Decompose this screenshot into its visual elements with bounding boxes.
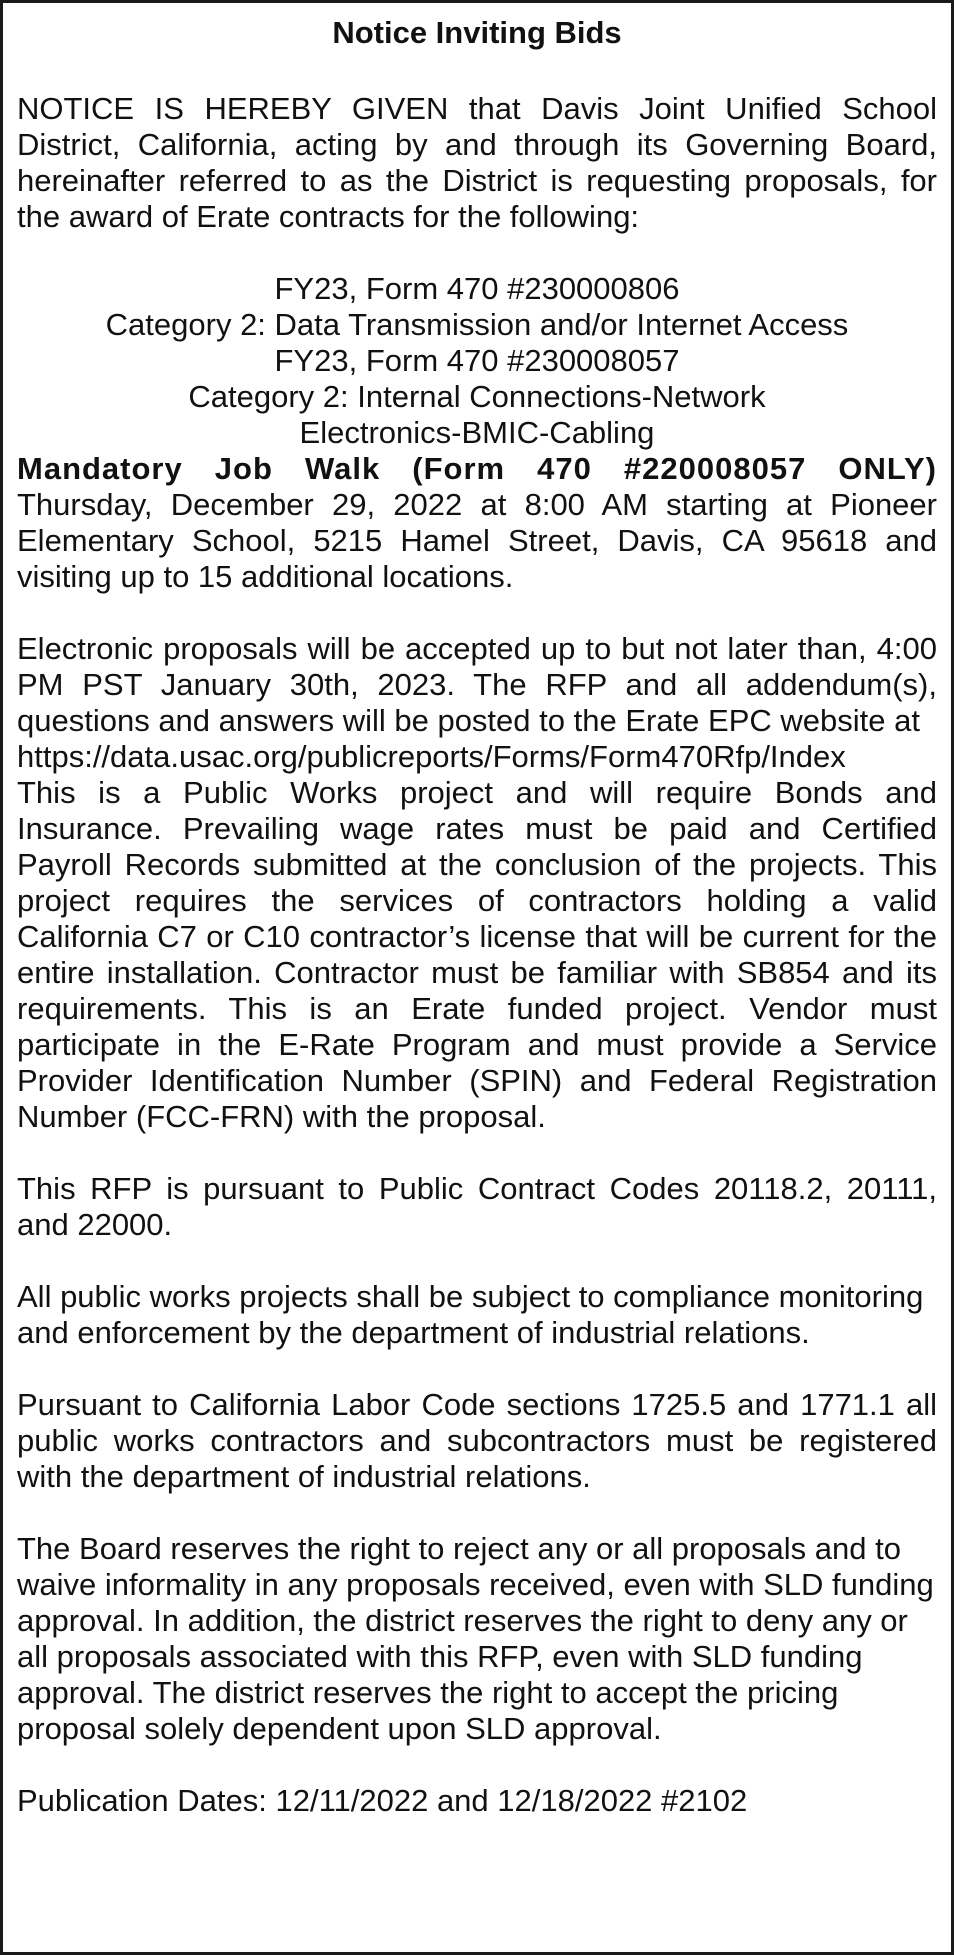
- contract-line: Category 2: Data Transmission and/or Internet Access: [105, 307, 849, 342]
- job-walk-heading: Mandatory Job Walk (Form 470 #220008057 ONLY): [17, 451, 937, 486]
- contract-list: [17, 271, 937, 451]
- compliance-paragraph: All public works projects shall be subject to compliance monitoring and enforcement by the department of industrial relations.: [17, 1279, 924, 1350]
- job-walk-details: Thursday, December 29, 2022 at 8:00 AM starting at Pioneer Elementary School, 5215 Hamel Street, Davis, CA 95618 and visiting up to 15 additional locations.: [17, 487, 937, 594]
- notice-title: Notice Inviting Bids: [332, 15, 622, 50]
- board-rights-paragraph: The Board reserves the right to reject any or all proposals and to waive informality in any proposals received, even with SLD funding approval. In addition, the district reserves the right to deny any or all proposals associated with this RFP, even with SLD funding approval. The district reserves the right to accept the pricing proposal solely dependent upon SLD approval.: [17, 1531, 934, 1746]
- contract-line: Electronics-BMIC-Cabling: [299, 415, 655, 450]
- proposals-section: [17, 631, 937, 1135]
- contract-line: FY23, Form 470 #230008057: [274, 343, 680, 378]
- epc-website-url: https://data.usac.org/publicreports/Forms/Form470Rfp/Index: [17, 739, 846, 774]
- labor-code-paragraph: Pursuant to California Labor Code sections 1725.5 and 1771.1 all public works contractors and subcontractors must be registered with the department of industrial relations.: [17, 1387, 937, 1494]
- public-works-paragraph: This is a Public Works project and will require Bonds and Insurance. Prevailing wage rates must be paid and Certified Payroll Records submitted at the conclusion of the projects. This project requires the services of contractors holding a valid California C7 or C10 contractor’s license that will be current for the entire installation. Contractor must be familiar with SB854 and its requirements. This is an Erate funded project. Vendor must participate in the E-Rate Program and must provide a Service Provider Identification Number (SPIN) and Federal Registration Number (FCC-FRN) with the proposal.: [17, 775, 937, 1134]
- publication-dates: Publication Dates: 12/11/2022 and 12/18/2022 #2102: [17, 1783, 748, 1818]
- intro-paragraph: NOTICE IS HEREBY GIVEN that Davis Joint Unified School District, California, acting by and through its Governing Board, hereinafter referred to as the District is requesting proposals, for the award of Erate contracts for the following:: [17, 91, 937, 234]
- contract-line: Category 2: Internal Connections-Network: [188, 379, 766, 414]
- rfp-codes-paragraph: This RFP is pursuant to Public Contract Codes 20118.2, 20111, and 22000.: [17, 1171, 937, 1242]
- proposals-paragraph: Electronic proposals will be accepted up to but not later than, 4:00 PM PST January 30th, 2023. The RFP and all addendum(s), questions and answers will be posted to the Erate EPC website at: [17, 631, 937, 738]
- contract-line: FY23, Form 470 #230000806: [274, 271, 680, 306]
